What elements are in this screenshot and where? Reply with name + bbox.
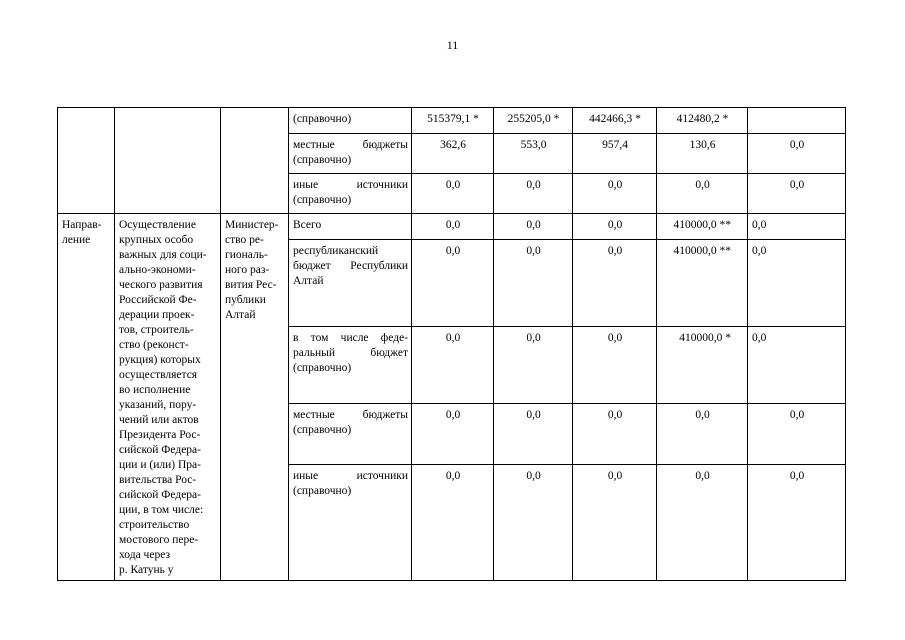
value-cell: 410000,0 ** [657, 214, 748, 240]
value-cell: 553,0 [494, 134, 573, 174]
source-label: (справочно) [293, 113, 352, 125]
direction-name-cell [115, 214, 221, 581]
value-cell: 0,0 [657, 465, 748, 581]
budget-table [57, 107, 846, 581]
value-cell: 0,0 [412, 240, 494, 327]
source-label: Всего [293, 219, 322, 231]
value-cell: 0,0 [412, 465, 494, 581]
value-cell: 0,0 [494, 327, 573, 404]
source-label: Алтай [293, 275, 324, 287]
table-row [58, 214, 846, 240]
value-cell: 0,0 [573, 404, 657, 465]
value-cell: 0,0 [748, 404, 846, 465]
value-cell: 0,0 [494, 465, 573, 581]
value-cell: 0,0 [748, 174, 846, 214]
executor-cell-empty [221, 108, 289, 214]
source-label: в том числе феде- [293, 332, 408, 344]
value-cell: 515379,1 * [412, 108, 494, 134]
source-cell [289, 174, 412, 214]
value-cell: 412480,2 * [657, 108, 748, 134]
source-label: местные бюджеты [293, 139, 408, 151]
source-cell [289, 240, 412, 327]
value-cell: 957,4 [573, 134, 657, 174]
source-cell [289, 465, 412, 581]
direction-cell-empty [58, 108, 115, 214]
source-label: республиканский [293, 245, 379, 257]
value-cell: 0,0 [748, 134, 846, 174]
value-cell: 362,6 [412, 134, 494, 174]
source-cell [289, 404, 412, 465]
value-cell: 0,0 [573, 240, 657, 327]
direction-label-cell [58, 214, 115, 581]
value-cell: 0,0 [494, 404, 573, 465]
executor-name: Министер- ство ре- гиональ- ного раз- вития Рес- публики Алтай [225, 219, 279, 321]
value-cell [748, 108, 846, 134]
table-row [58, 108, 846, 134]
source-label: (справочно) [293, 154, 352, 166]
value-cell: 0,0 [748, 327, 846, 404]
source-cell [289, 134, 412, 174]
value-cell: 0,0 [657, 404, 748, 465]
source-cell [289, 108, 412, 134]
source-cell [289, 327, 412, 404]
value-cell: 0,0 [494, 240, 573, 327]
source-label: иные источники [293, 179, 408, 191]
name-cell-empty [115, 108, 221, 214]
value-cell: 410000,0 * [657, 327, 748, 404]
source-label: бюджет Республики [293, 260, 408, 272]
value-cell: 0,0 [748, 465, 846, 581]
value-cell: 0,0 [657, 174, 748, 214]
value-cell: 0,0 [412, 174, 494, 214]
direction-name: Осуществление крупных особо важных для соци- ально-экономи- ческого развития Российской Фе- дерации проек- тов, строитель- ство (реконст- рукция) которых осуществляется во исполнение указаний, пору- чений или актов Президента Рос- сийской Федера- ции и (или) Пра- вительства Рос- сийской Федера- ции, в том числе: строительство мостового пере- хода через р. Катунь у [119, 219, 207, 576]
direction-label: Направ- ление [62, 219, 102, 246]
value-cell: 0,0 [412, 214, 494, 240]
source-label: (справочно) [293, 194, 352, 206]
source-label: (справочно) [293, 424, 352, 436]
source-label: иные источники [293, 470, 408, 482]
value-cell: 0,0 [412, 327, 494, 404]
value-cell: 442466,3 * [573, 108, 657, 134]
value-cell: 0,0 [412, 404, 494, 465]
source-label: (справочно) [293, 362, 352, 374]
value-cell: 130,6 [657, 134, 748, 174]
page-number: 11 [446, 38, 459, 52]
executor-cell [221, 214, 289, 581]
source-label: ральный бюджет [293, 347, 408, 359]
value-cell: 410000,0 ** [657, 240, 748, 327]
value-cell: 0,0 [573, 174, 657, 214]
value-cell: 0,0 [494, 214, 573, 240]
value-cell: 0,0 [748, 214, 846, 240]
source-label: местные бюджеты [293, 409, 408, 421]
value-cell: 0,0 [748, 240, 846, 327]
value-cell: 0,0 [573, 465, 657, 581]
value-cell: 255205,0 * [494, 108, 573, 134]
source-cell [289, 214, 412, 240]
value-cell: 0,0 [573, 214, 657, 240]
value-cell: 0,0 [573, 327, 657, 404]
value-cell: 0,0 [494, 174, 573, 214]
source-label: (справочно) [293, 485, 352, 497]
